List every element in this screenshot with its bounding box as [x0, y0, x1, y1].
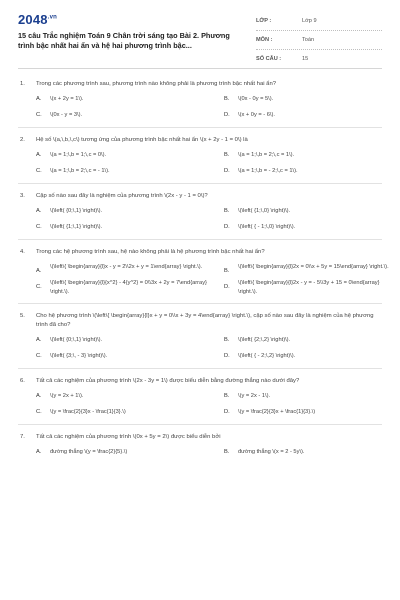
answer-option[interactable] — [36, 111, 212, 120]
answer-options — [18, 336, 382, 361]
answer-options — [18, 151, 382, 176]
option-letter: D. — [224, 112, 230, 118]
option-text: đường thẳng \(x = 2 - 5y\). — [238, 449, 305, 455]
question-prompt: Tất cả các nghiệm của phương trình \(0x + 5y = 2\) được biểu diễn bởi — [36, 434, 221, 440]
answer-option[interactable] — [36, 223, 212, 232]
question-list — [18, 80, 389, 472]
meta-value: 15 — [302, 56, 309, 62]
option-letter: A. — [36, 449, 42, 455]
answer-option[interactable] — [36, 207, 212, 216]
option-text: \(x + 0y = - 6\). — [238, 112, 275, 118]
question-text — [18, 136, 382, 145]
logo-suffix-text: .vn — [47, 14, 58, 21]
option-letter: A. — [36, 393, 42, 399]
option-text: \(\left( {2;\,2} \right)\). — [238, 337, 291, 343]
answer-option[interactable] — [224, 392, 400, 401]
option-text: \(0x - y = 3\). — [50, 112, 83, 118]
answer-option[interactable] — [224, 167, 400, 176]
option-text: \(\left\{ \begin{array}{l}2x = 0\\x + 5y = 15\end{array} \right.\). — [238, 264, 389, 270]
option-letter: D. — [224, 409, 230, 415]
answer-option[interactable] — [224, 111, 400, 120]
option-text: \(\left( {0;\,1} \right)\). — [50, 208, 103, 214]
answer-option[interactable] — [36, 448, 212, 457]
answer-option[interactable] — [36, 279, 212, 296]
question-number: 4. — [20, 249, 25, 255]
question-prompt: Cho hệ phương trình \(\left\{ \begin{array}{l}x + y = 0\\x + 3y = 4\end{array} \right.\), cặp số nào sau đây là nghiệm của hệ phương trình đã cho? — [36, 313, 374, 328]
question-item — [18, 433, 382, 464]
meta-info — [256, 15, 382, 72]
option-text: \(0x - 0y = 5\). — [238, 96, 274, 102]
option-letter: D. — [224, 284, 230, 290]
meta-value: Toán — [302, 37, 315, 43]
question-text — [18, 377, 382, 386]
option-letter: A. — [36, 268, 42, 274]
meta-row-question-count — [256, 53, 382, 69]
option-text: \(x + 2y = 1\). — [50, 96, 84, 102]
option-letter: C. — [36, 224, 42, 230]
option-text: \(y = 2x + 1\). — [50, 393, 84, 399]
answer-options — [18, 207, 382, 232]
logo-main-text: 2048 — [18, 12, 48, 27]
meta-key: SỐ CÂU : — [256, 56, 282, 62]
question-text — [18, 312, 382, 330]
option-text: \(a = 1;\,b = 2;\,c = 1\). — [238, 152, 295, 158]
option-letter: D. — [224, 168, 230, 174]
question-prompt: Trong các hệ phương trình sau, hệ nào không phải là hệ phương trình bậc nhất hai ẩn? — [36, 249, 265, 255]
option-letter: B. — [224, 152, 230, 158]
answer-options — [18, 95, 382, 120]
question-prompt: Hệ số \(a,\,b,\,c\) tương ứng của phương trình bậc nhất hai ẩn \(x + 2y - 1 = 0\) là — [36, 137, 248, 143]
option-letter: B. — [224, 208, 230, 214]
answer-option[interactable] — [36, 352, 212, 361]
answer-option[interactable] — [224, 448, 400, 457]
question-number: 3. — [20, 193, 25, 199]
answer-option[interactable] — [36, 167, 212, 176]
answer-option[interactable] — [224, 207, 400, 216]
answer-option[interactable] — [224, 151, 400, 160]
option-text: \(y = \frac{2}{3}x - \frac{1}{3}.\) — [50, 409, 126, 415]
answer-option[interactable] — [224, 352, 400, 361]
question-text — [18, 248, 382, 257]
question-item — [18, 377, 382, 425]
question-prompt: Cặp số nào sau đây là nghiệm của phương trình \(2x - y - 1 = 0\)? — [36, 193, 208, 199]
option-text: \(a = 1;\,b = 2;\,c = - 1\). — [50, 168, 110, 174]
site-logo[interactable] — [18, 12, 57, 27]
option-text: \(y = \frac{2}{3}x + \frac{1}{3}.\) — [238, 409, 316, 415]
answer-option[interactable] — [224, 279, 400, 296]
answer-option[interactable] — [224, 336, 400, 345]
option-text: \(\left( {0;\,1} \right)\). — [50, 337, 103, 343]
option-letter: B. — [224, 268, 230, 274]
option-letter: D. — [224, 353, 230, 359]
option-letter: B. — [224, 449, 230, 455]
option-letter: B. — [224, 337, 230, 343]
option-letter: A. — [36, 208, 42, 214]
question-text — [18, 192, 382, 201]
option-text: \(\left( { - 1;\,0} \right)\). — [238, 224, 296, 230]
answer-option[interactable] — [36, 263, 212, 272]
question-prompt: Trong các phương trình sau, phương trình nào không phải là phương trình bậc nhất hai ẩn? — [36, 81, 277, 87]
question-number: 1. — [20, 81, 25, 87]
answer-option[interactable] — [224, 223, 400, 232]
answer-option[interactable] — [36, 392, 212, 401]
question-number: 6. — [20, 378, 25, 384]
answer-options — [18, 448, 382, 457]
answer-option[interactable] — [224, 95, 400, 104]
option-letter: D. — [224, 224, 230, 230]
question-number: 7. — [20, 434, 25, 440]
option-text: đường thẳng \(y = \frac{2}{5}.\) — [50, 449, 128, 455]
meta-value: Lớp 9 — [302, 18, 317, 24]
answer-option[interactable] — [36, 336, 212, 345]
option-text: \(\left\{ \begin{array}{l}2x - y = - 5\\3y + 15 = 0\end{array} \right.\). — [238, 280, 380, 295]
option-letter: C. — [36, 284, 42, 290]
option-letter: A. — [36, 337, 42, 343]
answer-option[interactable] — [36, 408, 212, 417]
worksheet-header — [18, 12, 382, 62]
meta-key: LỚP : — [256, 18, 272, 24]
question-item — [18, 80, 382, 128]
option-letter: C. — [36, 168, 42, 174]
meta-key: MÔN : — [256, 37, 273, 43]
answer-option[interactable] — [36, 95, 212, 104]
option-text: \(a = 1;\,b = 1;\,c = 0\). — [50, 152, 107, 158]
answer-options — [18, 392, 382, 417]
option-text: \(\left\{ \begin{array}{l}{x^2} - 4{y^2} = 0\\3x + 2y = 7\end{array} \right.\). — [50, 280, 207, 295]
question-prompt: Tất cả các nghiệm của phương trình \(2x - 3y = 1\) được biểu diễn bằng đường thẳng nào dưới đây? — [36, 378, 300, 384]
answer-option[interactable] — [224, 408, 400, 417]
option-text: \(a = 1;\,b = - 2;\,c = 1\). — [238, 168, 298, 174]
option-letter: C. — [36, 353, 42, 359]
meta-row-grade — [256, 15, 382, 31]
header-divider — [18, 68, 382, 69]
option-text: \(\left( { - 2;\,2} \right)\). — [238, 353, 296, 359]
option-text: \(\left\{ \begin{array}{l}x - y = 2\\2x + y = 1\end{array} \right.\). — [50, 264, 203, 270]
question-item — [18, 312, 382, 369]
question-item — [18, 192, 382, 240]
option-text: \(\left( {1;\,0} \right)\). — [238, 208, 291, 214]
answer-option[interactable] — [36, 151, 212, 160]
document-title: 15 câu Trắc nghiệm Toán 9 Chân trời sáng tạo Bài 2. Phương trình bậc nhất hai ẩn và hệ hai phương trình bậc... — [18, 31, 230, 50]
meta-row-subject — [256, 34, 382, 50]
question-text — [18, 80, 382, 89]
option-letter: A. — [36, 96, 42, 102]
option-letter: A. — [36, 152, 42, 158]
question-number: 5. — [20, 313, 25, 319]
option-letter: C. — [36, 112, 42, 118]
answer-options — [18, 263, 389, 296]
question-item — [18, 136, 382, 184]
option-text: \(\left( {3;\, - 3} \right)\). — [50, 353, 108, 359]
option-letter: B. — [224, 393, 230, 399]
question-text — [18, 433, 382, 442]
option-letter: C. — [36, 409, 42, 415]
question-number: 2. — [20, 137, 25, 143]
option-letter: B. — [224, 96, 230, 102]
option-text: \(y = 2x - 1\). — [238, 393, 271, 399]
option-text: \(\left( {1;\,1} \right)\). — [50, 224, 103, 230]
answer-option[interactable] — [224, 263, 400, 272]
question-item — [18, 248, 389, 304]
